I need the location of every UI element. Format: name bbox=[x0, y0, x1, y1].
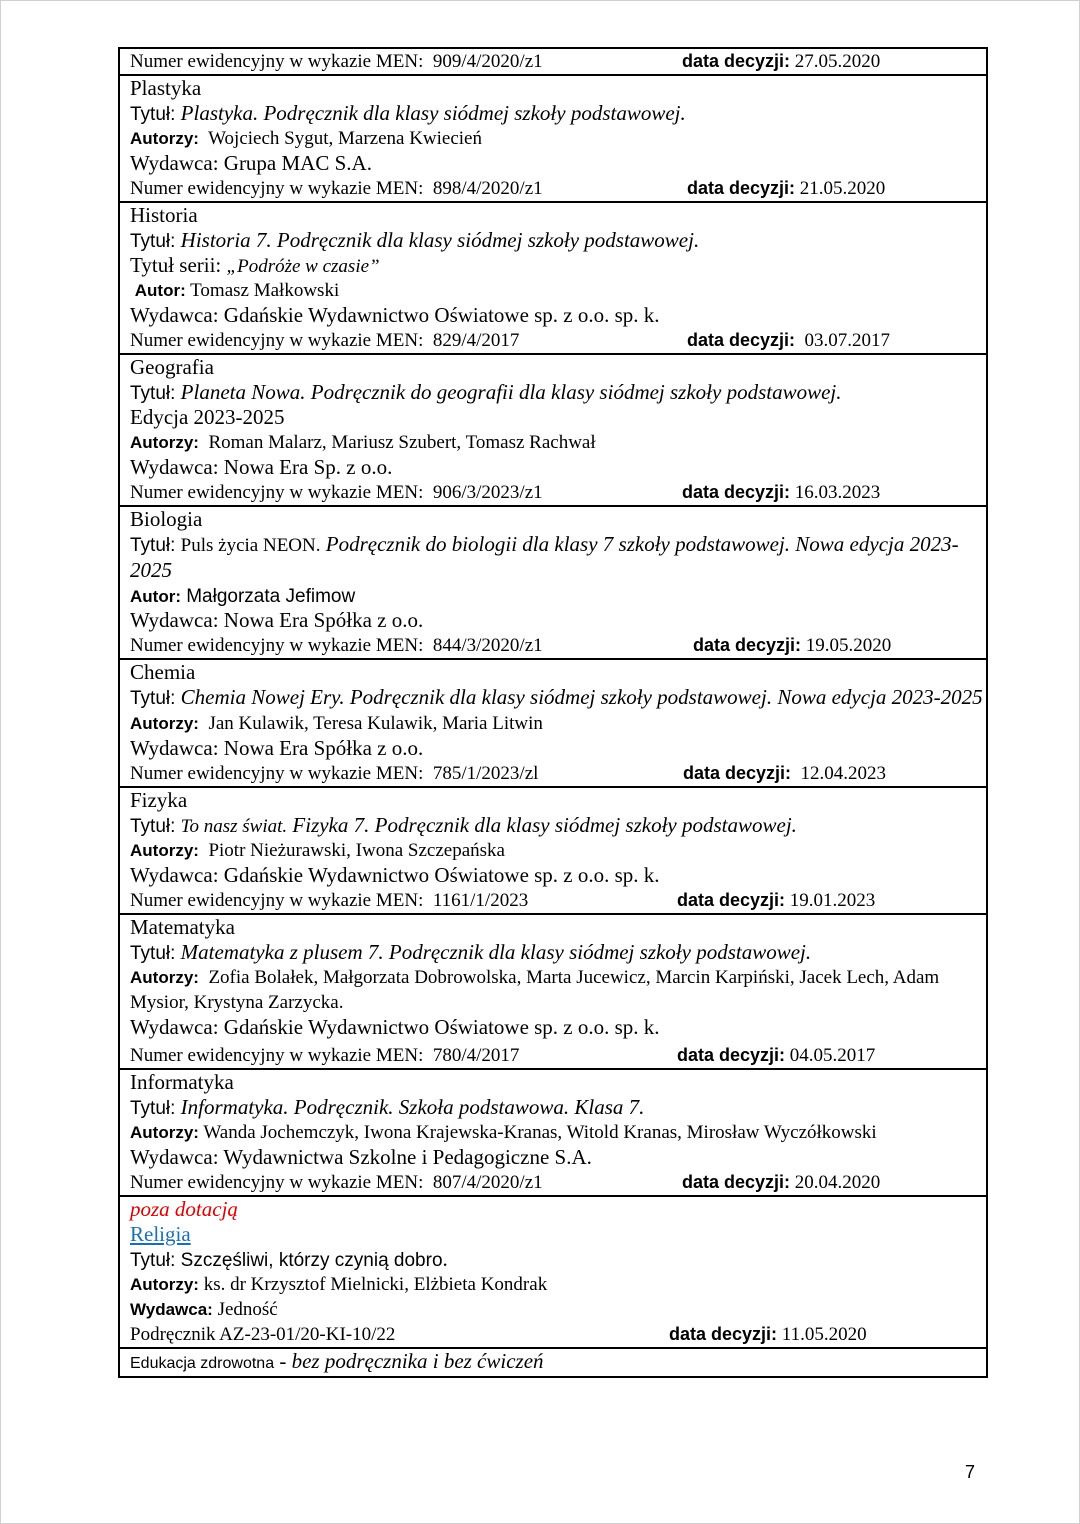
date-group bbox=[693, 633, 891, 658]
wydawca-value: Jedność bbox=[217, 1299, 278, 1320]
date-group bbox=[682, 480, 880, 505]
section-edukacja bbox=[120, 1347, 986, 1376]
section-fizyka bbox=[120, 786, 986, 913]
wydawca-line: Wydawca: Gdańskie Wydawnictwo Oświatowe sp. z o.o. sp. k. bbox=[130, 1015, 660, 1039]
numer-value: 909/4/2020/z1 bbox=[432, 51, 543, 72]
date-value: 03.07.2017 bbox=[804, 330, 891, 351]
tytul-label: Tytuł: bbox=[130, 231, 176, 252]
date-value: 19.05.2020 bbox=[805, 635, 892, 656]
autor-value: Tomasz Małkowski bbox=[190, 280, 340, 301]
section-religia bbox=[120, 1195, 986, 1347]
autorzy-label: Autorzy: bbox=[130, 714, 199, 733]
numer-value: 807/4/2020/z1 bbox=[432, 1172, 543, 1193]
subject-title: Biologia bbox=[130, 507, 203, 531]
numer-value: 785/1/2023/zl bbox=[432, 763, 539, 784]
tytul-label: Tytuł: bbox=[130, 1098, 176, 1119]
tytul-label: Tytuł: bbox=[130, 816, 176, 837]
date-group bbox=[677, 888, 875, 913]
date-group bbox=[683, 761, 886, 786]
edycja-line: Edycja 2023-2025 bbox=[130, 405, 285, 429]
tytul-value: Szczęśliwi, którzy czynią dobro bbox=[180, 1250, 443, 1271]
edukacja-label: Edukacja zdrowotna bbox=[130, 1355, 275, 1372]
tytul-value: Matematyka z plusem 7. Podręcznik dla klasy siódmej szkoły podstawowej. bbox=[180, 940, 812, 964]
autorzy-value: Roman Malarz, Mariusz Szubert, Tomasz Rachwał bbox=[208, 432, 596, 453]
tytul-value: Historia 7. Podręcznik dla klasy siódmej szkoły podstawowej. bbox=[180, 228, 700, 252]
date-group bbox=[687, 176, 885, 201]
date-value: 04.05.2017 bbox=[789, 1045, 876, 1066]
edukacja-text: bez podręcznika i bez ćwiczeń bbox=[291, 1349, 544, 1373]
date-label: data decyzji: bbox=[693, 635, 802, 655]
tytul-label: Tytuł: bbox=[130, 943, 176, 964]
section-chemia bbox=[120, 658, 986, 786]
autorzy-label: Autorzy: bbox=[130, 968, 199, 987]
numer-label: Numer ewidencyjny w wykazie MEN: bbox=[130, 1045, 424, 1066]
date-label: data decyzji: bbox=[669, 1324, 778, 1344]
wydawca-line: Wydawca: Nowa Era Spółka z o.o. bbox=[130, 736, 424, 760]
wydawca-line: Wydawca: Gdańskie Wydawnictwo Oświatowe sp. z o.o. sp. k. bbox=[130, 863, 660, 887]
section-geografia bbox=[120, 353, 986, 505]
numer-label: Numer ewidencyjny w wykazie MEN: bbox=[130, 330, 424, 351]
date-value: 11.05.2020 bbox=[781, 1324, 867, 1345]
autor-label: Autor: bbox=[130, 587, 181, 606]
numer-line bbox=[130, 49, 986, 74]
autorzy-label: Autorzy: bbox=[130, 433, 199, 452]
subject-title: Matematyka bbox=[130, 915, 235, 939]
numer-label: Numer ewidencyjny w wykazie MEN: bbox=[130, 178, 424, 199]
numer-label: Numer ewidencyjny w wykazie MEN: bbox=[130, 890, 424, 911]
date-label: data decyzji: bbox=[677, 1045, 786, 1065]
date-label: data decyzji: bbox=[682, 482, 791, 502]
autorzy-value: ks. dr Krzysztof Mielnicki, Elżbieta Kondrak bbox=[203, 1274, 548, 1295]
autorzy-value: Piotr Nieżurawski, Iwona Szczepańska bbox=[208, 840, 505, 861]
subject-title: Plastyka bbox=[130, 76, 202, 100]
date-value: 20.04.2020 bbox=[794, 1172, 881, 1193]
numer-value: 829/4/2017 bbox=[432, 330, 520, 351]
numer-value: 906/3/2023/z1 bbox=[432, 482, 543, 503]
wydawca-line: Wydawca: Grupa MAC S.A. bbox=[130, 151, 372, 175]
date-value: 19.01.2023 bbox=[789, 890, 876, 911]
subject-title: Chemia bbox=[130, 660, 196, 684]
date-label: data decyzji: bbox=[687, 330, 796, 350]
wydawca-line: Wydawca: Wydawnictwa Szkolne i Pedagogiczne S.A. bbox=[130, 1145, 592, 1169]
subject-title: Fizyka bbox=[130, 788, 188, 812]
tytul-value: Informatyka. Podręcznik. Szkoła podstawowa. Klasa 7. bbox=[180, 1095, 645, 1119]
edukacja-dash: - bbox=[274, 1349, 292, 1373]
date-group bbox=[682, 1170, 880, 1195]
autorzy-value: Wanda Jochemczyk, Iwona Krajewska-Kranas, Witold Kranas, Mirosław Wyczółkowski bbox=[203, 1122, 877, 1143]
numer-label: Numer ewidencyjny w wykazie MEN: bbox=[130, 482, 424, 503]
date-group bbox=[687, 328, 890, 353]
poza-dotacja-note: poza dotacją bbox=[130, 1197, 238, 1221]
page-number: 7 bbox=[965, 1462, 976, 1482]
section-biologia bbox=[120, 505, 986, 658]
date-value: 16.03.2023 bbox=[794, 482, 881, 503]
wydawca-line: Wydawca: Nowa Era Sp. z o.o. bbox=[130, 455, 393, 479]
tytul-plain: Puls życia NEON. bbox=[180, 535, 321, 556]
date-label: data decyzji: bbox=[677, 890, 786, 910]
subject-title: Geografia bbox=[130, 355, 214, 379]
wydawca-label: Wydawca: bbox=[130, 1300, 213, 1319]
seria-value: „Podróże w czasie” bbox=[226, 256, 380, 277]
section-informatyka bbox=[120, 1068, 986, 1195]
section-plastyka bbox=[120, 74, 986, 201]
numer-value: 1161/1/2023 bbox=[432, 890, 529, 911]
numer-value: 898/4/2020/z1 bbox=[432, 178, 543, 199]
section-matematyka bbox=[120, 913, 986, 1068]
subject-title: Historia bbox=[130, 203, 198, 227]
tytul-value: Plastyka. Podręcznik dla klasy siódmej szkoły podstawowej. bbox=[180, 101, 686, 125]
seria-label: Tytuł serii: bbox=[130, 253, 222, 277]
tytul-small: To nasz świat. bbox=[180, 816, 288, 837]
tytul-label: Tytuł: bbox=[130, 535, 176, 556]
numer-label: Numer ewidencyjny w wykazie MEN: bbox=[130, 51, 424, 72]
date-label: data decyzji: bbox=[682, 1172, 791, 1192]
date-group bbox=[669, 1322, 867, 1347]
autorzy-value: Zofia Bolałek, Małgorzata Dobrowolska, Marta Jucewicz, Marcin Karpiński, Jacek Lech, Adam Mysior, Krystyna Zarzycka. bbox=[130, 967, 940, 1013]
date-label: data decyzji: bbox=[687, 178, 796, 198]
date-label: data decyzji: bbox=[683, 763, 792, 783]
numer-value: 780/4/2017 bbox=[432, 1045, 520, 1066]
wydawca-line: Wydawca: Nowa Era Spółka z o.o. bbox=[130, 608, 424, 632]
tytul-end: . bbox=[442, 1247, 448, 1271]
numer-label: Numer ewidencyjny w wykazie MEN: bbox=[130, 1172, 424, 1193]
tytul-value: Fizyka 7. Podręcznik dla klasy siódmej szkoły podstawowej. bbox=[292, 813, 797, 837]
tytul-value: Podręcznik do biologii dla klasy 7 szkoły podstawowej. Nowa edycja 2023-2025 bbox=[130, 532, 959, 582]
tytul-label: Tytuł: bbox=[130, 104, 176, 125]
date-group bbox=[682, 49, 880, 74]
wydawca-line: Wydawca: Gdańskie Wydawnictwo Oświatowe sp. z o.o. sp. k. bbox=[130, 303, 660, 327]
autor-value: Małgorzata Jefimow bbox=[186, 586, 356, 607]
religia-link[interactable]: Religia bbox=[130, 1222, 191, 1246]
date-label: data decyzji: bbox=[682, 51, 791, 71]
date-value: 12.04.2023 bbox=[800, 763, 887, 784]
tytul-label: Tytuł: bbox=[130, 1250, 176, 1271]
autorzy-value: Jan Kulawik, Teresa Kulawik, Maria Litwin bbox=[208, 713, 543, 734]
autor-label: Autor: bbox=[134, 281, 186, 300]
date-group bbox=[677, 1043, 875, 1068]
numer-label: Numer ewidencyjny w wykazie MEN: bbox=[130, 635, 424, 656]
tytul-label: Tytuł: bbox=[130, 688, 176, 709]
tytul-label: Tytuł: bbox=[130, 383, 176, 404]
section-historia bbox=[120, 201, 986, 353]
section-intro bbox=[120, 49, 986, 74]
tytul-value: Chemia Nowej Ery. Podręcznik dla klasy siódmej szkoły podstawowej. Nowa edycja 2023-2025 bbox=[180, 685, 983, 709]
autorzy-label: Autorzy: bbox=[130, 1275, 199, 1294]
subject-title: Informatyka bbox=[130, 1070, 234, 1094]
date-value: 27.05.2020 bbox=[794, 51, 881, 72]
autorzy-value: Wojciech Sygut, Marzena Kwiecień bbox=[208, 128, 482, 149]
textbook-table bbox=[118, 47, 988, 1378]
autorzy-label: Autorzy: bbox=[130, 841, 199, 860]
numer-value: 844/3/2020/z1 bbox=[432, 635, 543, 656]
numer-label: Numer ewidencyjny w wykazie MEN: bbox=[130, 763, 424, 784]
autorzy-label: Autorzy: bbox=[130, 129, 199, 148]
podrecznik-number: Podręcznik AZ-23-01/20-KI-10/22 bbox=[130, 1324, 396, 1345]
date-value: 21.05.2020 bbox=[799, 178, 886, 199]
autorzy-label: Autorzy: bbox=[130, 1123, 199, 1142]
tytul-value: Planeta Nowa. Podręcznik do geografii dla klasy siódmej szkoły podstawowej. bbox=[180, 380, 842, 404]
